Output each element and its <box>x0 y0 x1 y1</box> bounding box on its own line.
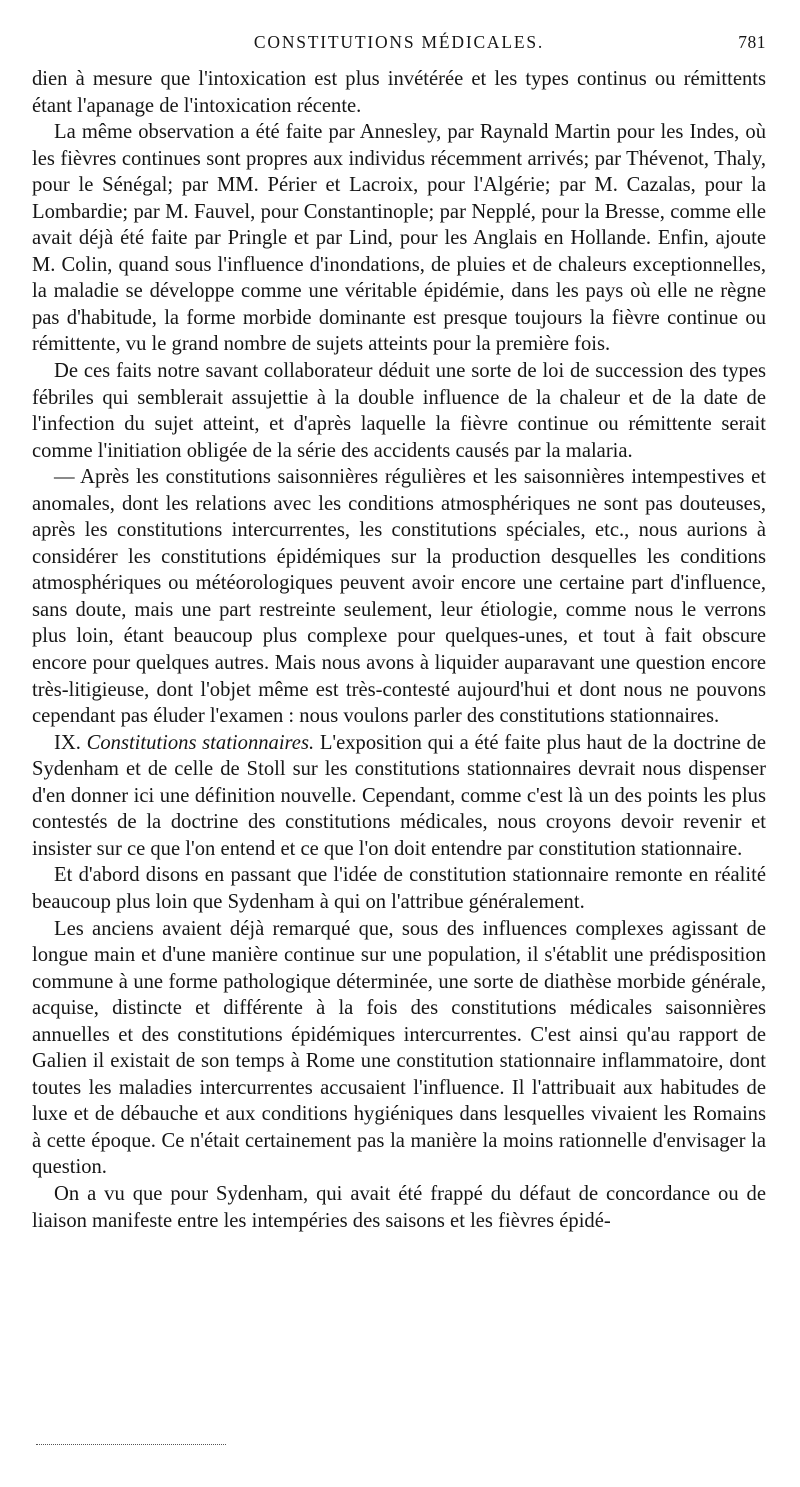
section-heading: Constitutions stationnaires. <box>86 731 315 754</box>
page-header <box>32 32 766 56</box>
body-text <box>32 66 766 1234</box>
paragraph-continuation: dien à mesure que l'intoxication est plus invétérée et les types continus ou rémittents étant l'apanage de l'intoxication récente. <box>32 68 766 117</box>
footer-dotted-rule <box>36 1444 226 1445</box>
section-paragraph <box>32 730 766 863</box>
paragraph: — Après les constitutions saisonnières régulières et les saisonnières intempestives et anomales, dont les relations avec les conditions atmosphériques ne sont pas douteuses, après les constitutions intercurrentes, les constitutions spéciales, etc., nous aurions à considérer les constitutions épidémiques sur la production desquelles les conditions atmosphériques ou météorologiques peuvent avoir encore une certaine part d'influence, sans doute, mais une part restreinte seulement, leur étiologie, comme nous le verrons plus loin, étant beaucoup plus complexe pour quelques-unes, et tout à fait obscure encore pour quelques autres. Mais nous avons à liquider auparavant une question encore très-litigieuse, dont l'objet même est très-contesté aujourd'hui et dont nous ne pouvons cependant pas éluder l'examen : nous voulons parler des constitutions stationnaires. <box>32 466 766 728</box>
paragraph: La même observation a été faite par Annesley, par Raynald Martin pour les Indes, où les fièvres continues sont propres aux individus récemment arrivés; par Thévenot, Thaly, pour le Sénégal; par MM. Périer et Lacroix, pour l'Algérie; par M. Cazalas, pour la Lombardie; par M. Fauvel, pour Constantinople; par Nepplé, pour la Bresse, comme elle avait déjà été faite par Pringle et par Lind, pour les Anglais en Hollande. Enfin, ajoute M. Colin, quand sous l'influence d'inondations, de pluies et de chaleurs exceptionnelles, la maladie se développe comme une véritable épidémie, dans les pays où elle ne règne pas d'habitude, la forme morbide dominante est presque toujours la fièvre continue ou rémittente, vu le grand nombre de sujets atteints pour la première fois. <box>32 121 766 356</box>
paragraph: On a vu que pour Sydenham, qui avait été frappé du défaut de concordance ou de liaison manifeste entre les intempéries des saisons et les fièvres épidé- <box>32 1182 766 1232</box>
section-text: L'exposition qui a été faite plus haut de la doctrine de Sydenham et de celle de Stoll sur les constitutions stationnaires devrait nous dispenser d'en donner ici une définition nouvelle. Cependant, comme c'est là un des points les plus contestés de la doctrine des constitutions médicales, nous croyons devoir revenir et insister sur ce que l'on entend et ce que l'on doit entendre par constitution stationnaire. <box>32 731 766 860</box>
running-title: CONSTITUTIONS MÉDICALES. <box>253 32 545 52</box>
paragraph: De ces faits notre savant collaborateur déduit une sorte de loi de succession des types fébriles qui semblerait assujettie à la double influence de la chaleur et de la date de l'infection du sujet atteint, et d'après laquelle la fièvre continue ou rémittente serait comme l'initiation obligée de la série des accidents causés par la malaria. <box>32 360 766 462</box>
paragraph: Les anciens avaient déjà remarqué que, sous des influences complexes agissant de longue main et d'une manière continue sur une population, il s'établit une prédisposition commune à une forme pathologique déterminée, une sorte de diathèse morbide générale, acquise, distincte et différente à la fois des constitutions médicales saisonnières annuelles et des constitutions épidémiques intercurrentes. C'est ainsi qu'au rapport de Galien il existait de son temps à Rome une constitution stationnaire inflammatoire, dont toutes les maladies intercurrentes accusaient l'influence. Il l'attribuait aux habitudes de luxe et de débauche et aux conditions hygiéniques dans lesquelles vivaient les Romains à cette époque. Ce n'était certainement pas la manière la moins rationnelle d'envisager la question. <box>32 917 766 1179</box>
paragraph: Et d'abord disons en passant que l'idée de constitution stationnaire remonte en réalité beaucoup plus loin que Sydenham à qui on l'attribue généralement. <box>32 864 766 913</box>
book-page <box>32 32 766 1234</box>
page-number: 781 <box>738 32 766 52</box>
section-number: IX. <box>54 731 81 754</box>
